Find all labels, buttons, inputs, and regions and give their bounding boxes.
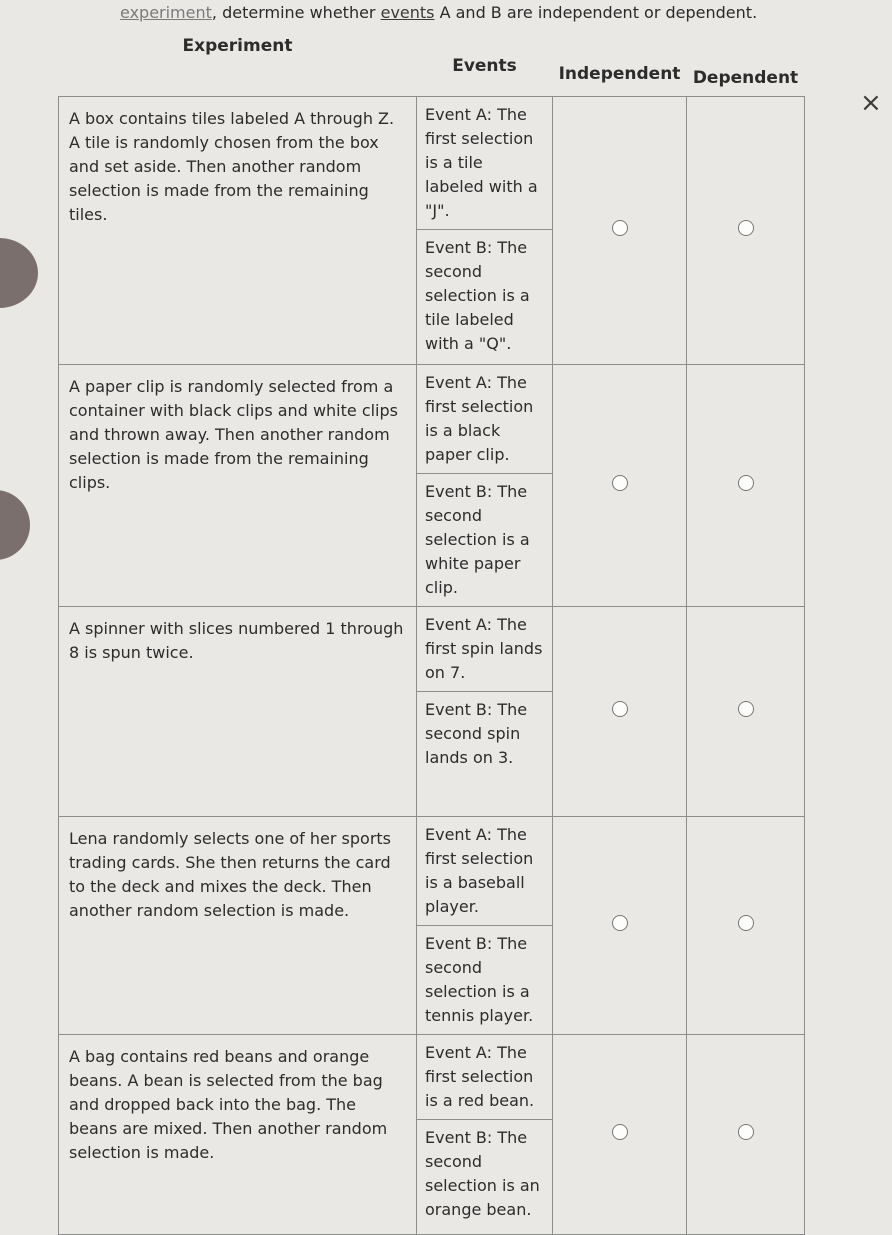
- close-icon[interactable]: ×: [860, 88, 882, 118]
- event-b: Event B: The second selection is a tile labeled with a "Q".: [425, 238, 530, 353]
- dependent-radio[interactable]: [738, 475, 754, 491]
- dependent-radio[interactable]: [738, 220, 754, 236]
- finger-shadow: [0, 238, 38, 308]
- table-row: [59, 1035, 805, 1235]
- event-a: Event A: The first spin lands on 7.: [417, 607, 552, 692]
- instruction-prefix: experiment: [120, 3, 212, 22]
- header-dependent: Dependent: [692, 68, 799, 88]
- event-b: Event B: The second selection is a white paper clip.: [425, 482, 530, 597]
- dependent-radio[interactable]: [738, 915, 754, 931]
- table-row: [59, 365, 805, 607]
- event-a: Event A: The first selection is a tile labeled with a "J".: [417, 97, 552, 230]
- experiment-text: Lena randomly selects one of her sports trading cards. She then returns the card to the deck and mixes the deck. Then another random selection is made.: [59, 817, 417, 1035]
- instructions: [120, 0, 840, 28]
- event-b: Event B: The second spin lands on 3.: [425, 700, 528, 767]
- independent-radio[interactable]: [612, 220, 628, 236]
- instruction-text-end: A and B are independent or dependent.: [434, 3, 758, 22]
- instruction-text: , determine whether: [211, 3, 381, 22]
- independence-table: [58, 28, 805, 1235]
- experiment-text: A bag contains red beans and orange beans. A bean is selected from the bag and dropped back into the bag. The beans are mixed. Then another random selection is made.: [59, 1035, 417, 1235]
- finger-shadow: [0, 490, 30, 560]
- dependent-radio[interactable]: [738, 701, 754, 717]
- event-a: Event A: The first selection is a black paper clip.: [417, 365, 552, 474]
- independent-radio[interactable]: [612, 701, 628, 717]
- header-experiment: Experiment: [182, 36, 293, 56]
- independent-radio[interactable]: [612, 915, 628, 931]
- event-b: Event B: The second selection is a tennis player.: [425, 934, 534, 1025]
- table-row: [59, 607, 805, 817]
- experiment-text: A spinner with slices numbered 1 through 8 is spun twice.: [59, 607, 417, 817]
- table-row: [59, 817, 805, 1035]
- event-a: Event A: The first selection is a red bean.: [417, 1035, 552, 1120]
- independent-radio[interactable]: [612, 475, 628, 491]
- event-b: Event B: The second selection is an orange bean.: [425, 1128, 540, 1219]
- header-events: Events: [452, 56, 517, 76]
- experiment-text: A paper clip is randomly selected from a container with black clips and white clips and thrown away. Then another random selection is made from the remaining clips.: [59, 365, 417, 607]
- dependent-radio[interactable]: [738, 1124, 754, 1140]
- event-a: Event A: The first selection is a baseball player.: [417, 817, 552, 926]
- experiment-text: A box contains tiles labeled A through Z. A tile is randomly chosen from the box and set aside. Then another random selection is made from the remaining tiles.: [59, 97, 417, 365]
- table-row: [59, 97, 805, 365]
- events-link[interactable]: events: [380, 3, 435, 22]
- header-independent: Independent: [558, 64, 681, 84]
- independent-radio[interactable]: [612, 1124, 628, 1140]
